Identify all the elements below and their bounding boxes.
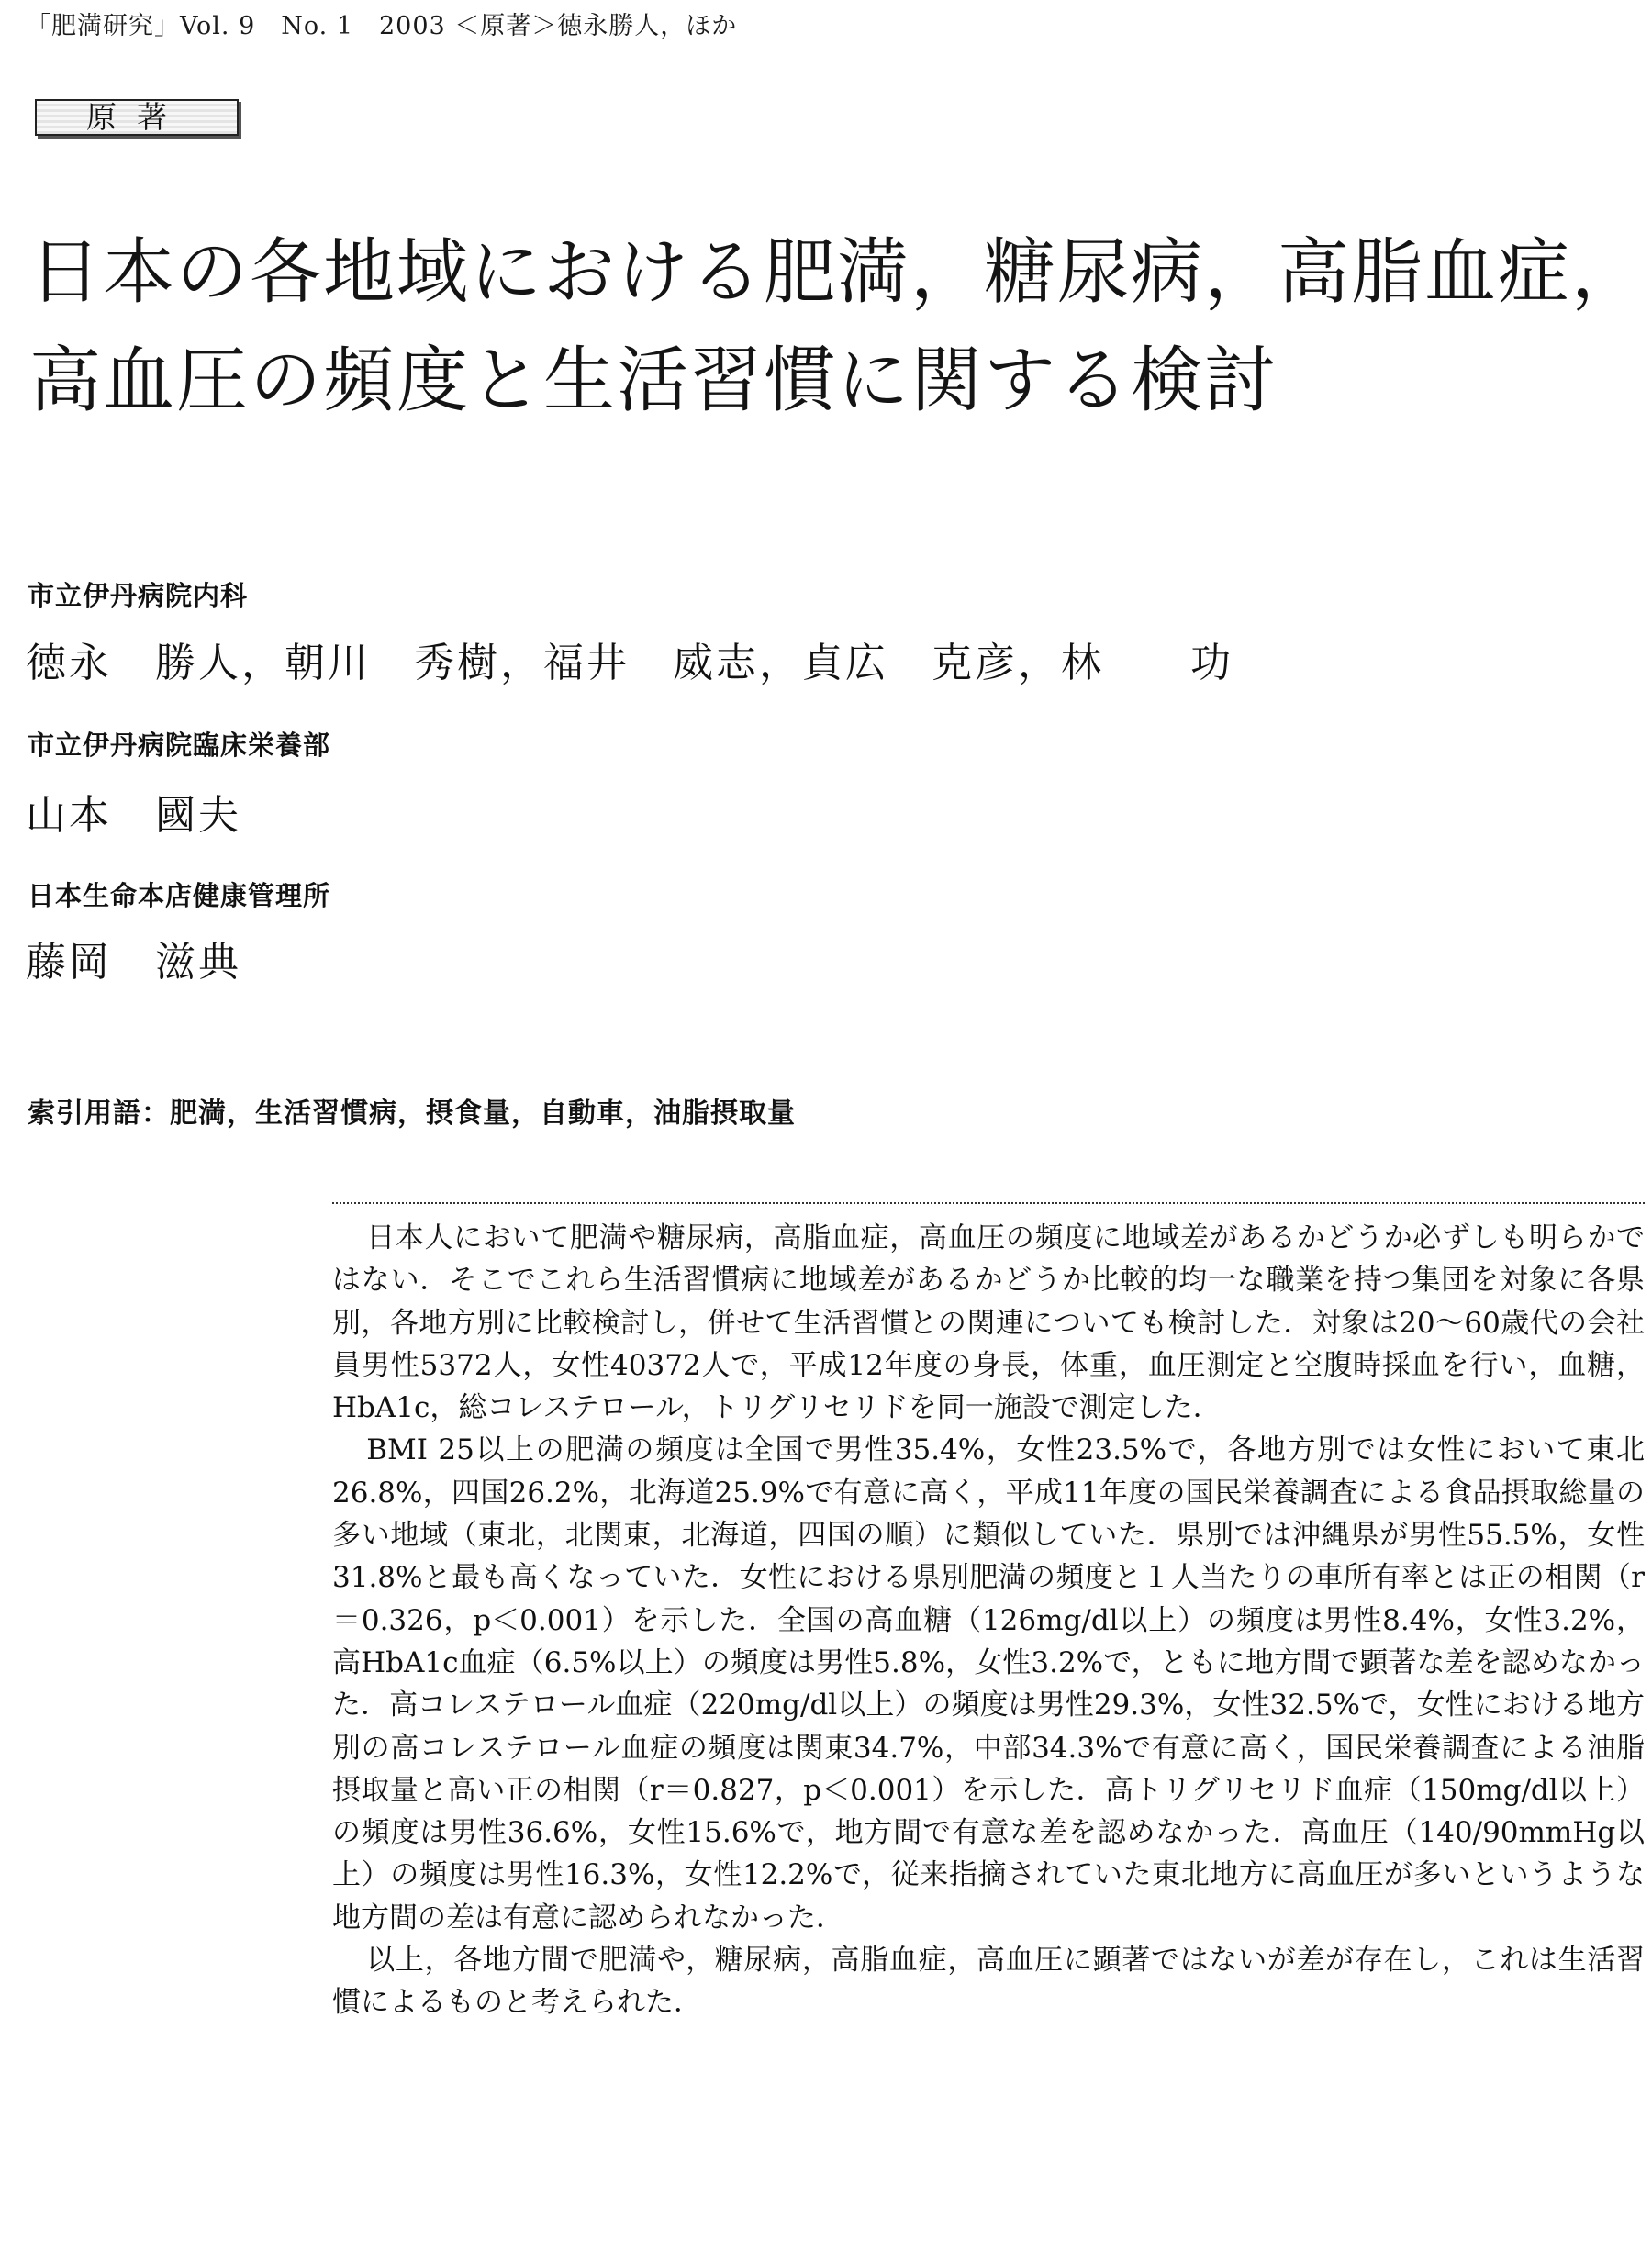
authors-2: 山本 國夫 [26,792,241,839]
affiliation-1: 市立伊丹病院内科 [28,580,249,611]
abstract-paragraph-1: 日本人において肥満や糖尿病，高脂血症，高血圧の頻度に地域差があるかどうか必ずしも明らかではない．そこでこれら生活習慣病に地域差があるかどうか比較的均一な職業を持つ集団を対象に各県別，各地方別に比較検討し，併せて生活習慣との関連についても検討した．対象は20～60歳代の会社員男性5372人，女性40372人で，平成12年度の身長，体重，血圧測定と空腹時採血を行い，血糖，HbA1c，総コレステロール，トリグリセリドを同一施設で測定した． [332,1221,1645,1425]
article-title [29,218,1645,435]
index-keywords: 索引用語：肥満，生活習慣病，摂食量，自動車，油脂摂取量 [28,1098,796,1130]
article-title-line-2: 高血圧の頻度と生活習慣に関する検討 [29,340,1278,422]
authors-3: 藤岡 滋典 [26,939,241,986]
abstract-paragraph-3: 以上，各地方間で肥満や，糖尿病，高脂血症，高血圧に顕著ではないが差が存在し，これは生活習慣によるものと考えられた． [332,1944,1645,2020]
affiliation-2: 市立伊丹病院臨床栄養部 [28,730,331,761]
affiliation-3: 日本生命本店健康管理所 [28,880,331,911]
authors-1: 徳永 勝人，朝川 秀樹，福井 威志，貞広 克彦，林 功 [26,640,1233,686]
abstract-paragraph-2: BMI 25以上の肥満の頻度は全国で男性35.4%，女性23.5%で，各地方別では女性において東北26.8%，四国26.2%，北海道25.9%で有意に高く，平成11年度の国民栄養調査による食品摂取総量の多い地域（東北，北関東，北海道，四国の順）に類似していた．県別では沖縄県が男性55.5%，女性31.8%と最も高くなっていた．女性における県別肥満の頻度と１人当たりの車所有率とは正の相関（r＝0.326，p＜0.001）を示した．全国の高血糖（126mg/dl以上）の頻度は男性8.4%，女性3.2%，高HbA1c血症（6.5%以上）の頻度は男性5.8%，女性3.2%で，ともに地方間で顕著な差を認めなかった．高コレステロール血症（220mg/dl以上）の頻度は男性29.3%，女性32.5%で，女性における地方別の高コレステロール血症の頻度は関東34.7%，中部34.3%で有意に高く，国民栄養調査による油脂摂取量と高い正の相関（r＝0.827，p＜0.001）を示した．高トリグリセリド血症（150mg/dl以上）の頻度は男性36.6%，女性15.6%で，地方間で有意な差を認めなかった．高血圧（140/90mmHg以上）の頻度は男性16.3%，女性12.2%で，従来指摘されていた東北地方に高血圧が多いというような地方間の差は有意に認められなかった． [332,1433,1645,1934]
running-header: 「肥満研究」Vol. 9 No. 1 2003 ＜原著＞徳永勝人，ほか [26,12,738,40]
article-category-label: 原著 [35,99,239,136]
abstract-divider [332,1202,1645,1204]
article-title-line-1: 日本の各地域における肥満，糖尿病，高脂血症， [29,231,1646,314]
abstract [332,1217,1645,2024]
